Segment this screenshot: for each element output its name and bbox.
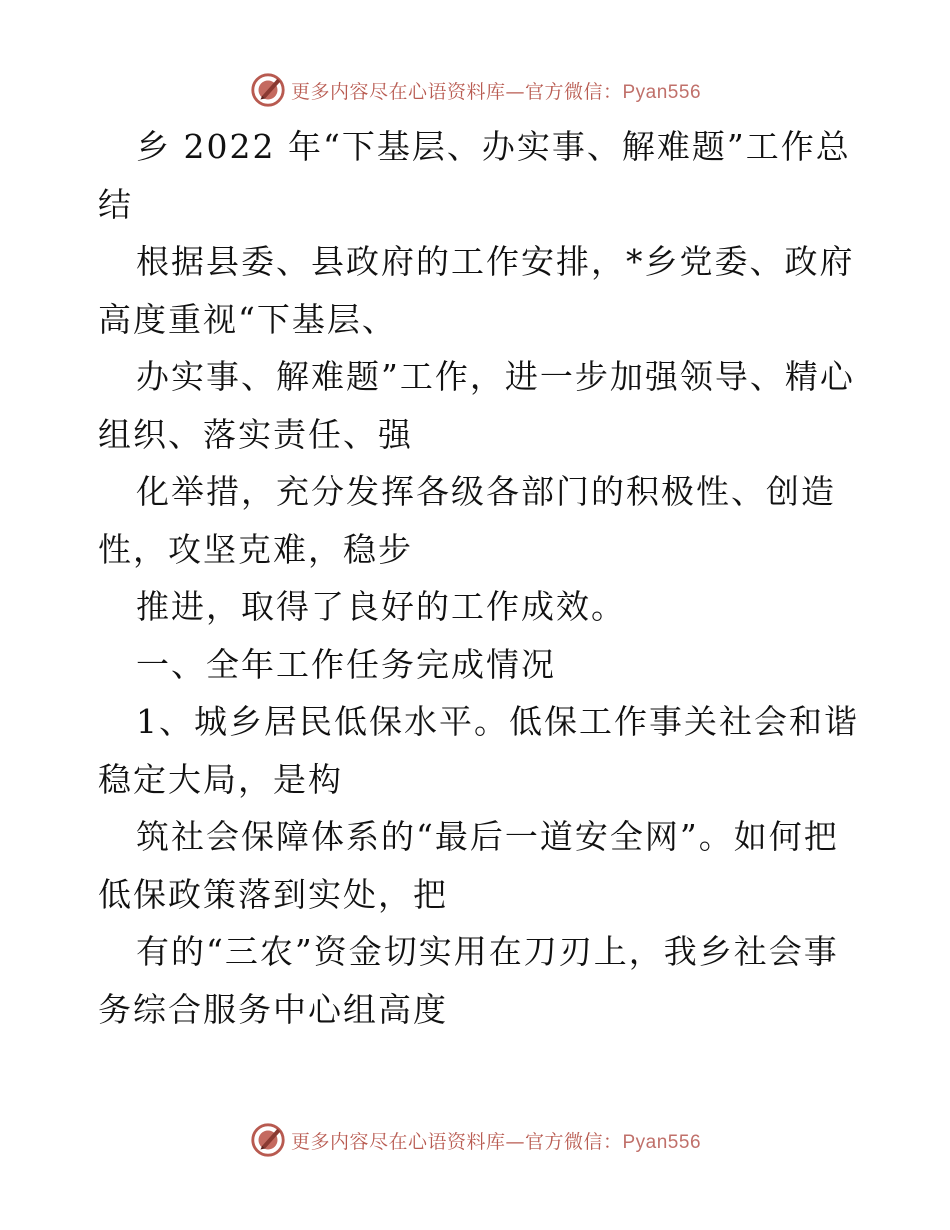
text-line: 筑社会保障体系的“最后一道安全网”。如何把 [136,817,839,856]
text-line: 务综合服务中心组高度 [98,989,448,1029]
text-line: 乡 2022 年“下基层、办实事、解难题”工作总 [136,127,851,166]
pen-seal-logo-icon [249,71,287,109]
text-line: 一、全年工作任务完成情况 [136,644,556,684]
text-line: 高度重视“下基层、 [98,299,397,339]
text-line: 低保政策落到实处，把 [98,874,448,914]
text-line: 结 [98,184,133,224]
text-line: 有的“三农”资金切实用在刀刃上，我乡社会事 [136,932,839,971]
document-body [98,118,858,1038]
text-line: 性，攻坚克难，稳步 [98,529,413,569]
pen-seal-logo-icon [249,1121,287,1159]
text-line: 1、城乡居民低保水平。低保工作事关社会和谐 [136,702,859,741]
header-watermark [0,70,950,110]
text-line: 化举措，充分发挥各级各部门的积极性、创造 [136,472,836,511]
text-line: 根据县委、县政府的工作安排，*乡党委、政府 [136,242,855,281]
footer-watermark [0,1120,950,1160]
watermark-text: 更多内容尽在心语资料库—官方微信：Pyan556 [290,1130,702,1153]
watermark-text: 更多内容尽在心语资料库—官方微信：Pyan556 [290,80,702,103]
text-line: 稳定大局，是构 [98,759,343,799]
text-line: 推进，取得了良好的工作成效。 [136,587,626,626]
text-line: 办实事、解难题”工作，进一步加强领导、精心 [136,357,855,396]
text-line: 组织、落实责任、强 [98,414,413,454]
